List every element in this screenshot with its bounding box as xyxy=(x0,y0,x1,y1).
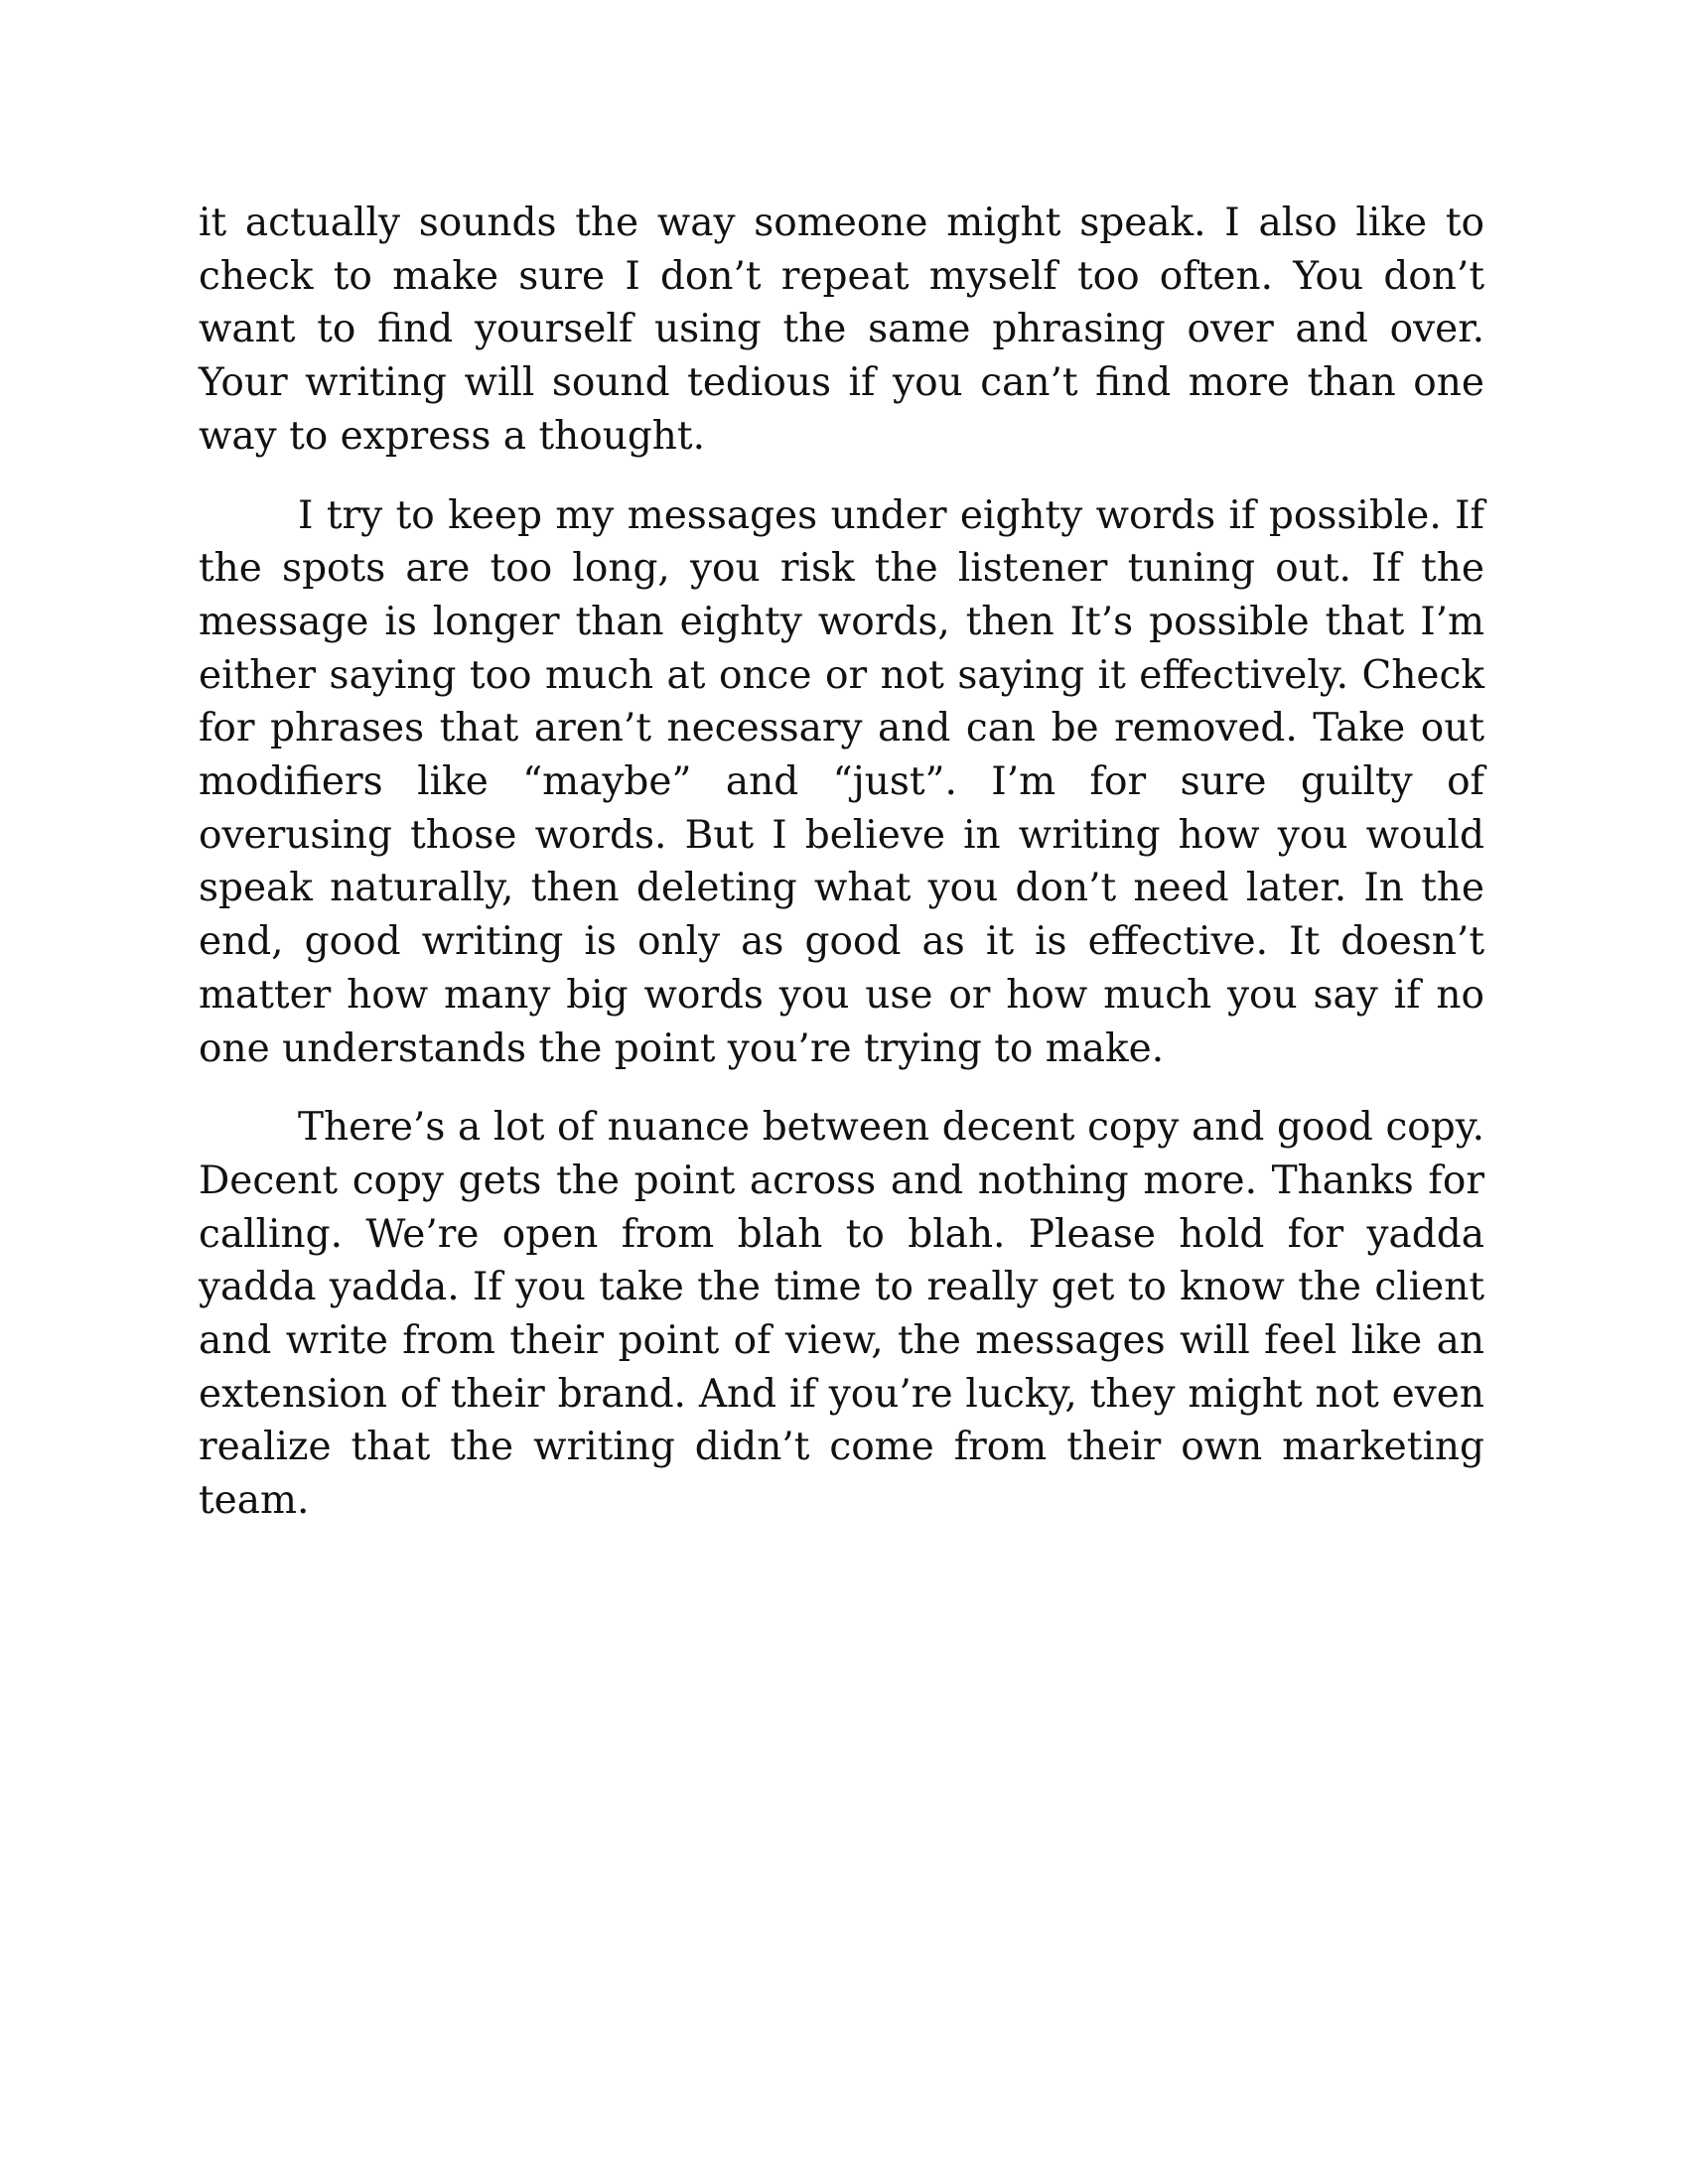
paragraph-2: I try to keep my messages under eighty words if possible. If the spots are too long, you risk the listener tuning out. If the message is longer than eighty words, then It’s possible that I’m either saying too much at once or not saying it effectively. Check for phrases that aren’t necessary and can be removed. Take out modifiers like “maybe” and “just”. I’m for sure guilty of overusing those words. But I believe in writing how you would speak naturally, then deleting what you don’t need later. In the end, good writing is only as good as it is effective. It doesn’t matter how many big words you use or how much you say if no one understands the point you’re trying to make. xyxy=(199,492,1484,1071)
paragraph-1: it actually sounds the way someone might speak. I also like to check to make sure I don’t repeat myself too often. You don’t want to find yourself using the same phrasing over and over. Your writing will sound tedious if you can’t find more than one way to express a thought. xyxy=(199,201,1484,459)
paragraph-3: There’s a lot of nuance between decent copy and good copy. Decent copy gets the point across and nothing more. Thanks for calling. We’re open from blah to blah. Please hold for yadda yadda yadda. If you take the time to really get to know the client and write from their point of view, the messages will feel like an extension of their brand. And if you’re lucky, they might not even realize that the writing didn’t come from their own marketing team. xyxy=(199,1105,1484,1524)
body-text xyxy=(199,197,1484,1554)
